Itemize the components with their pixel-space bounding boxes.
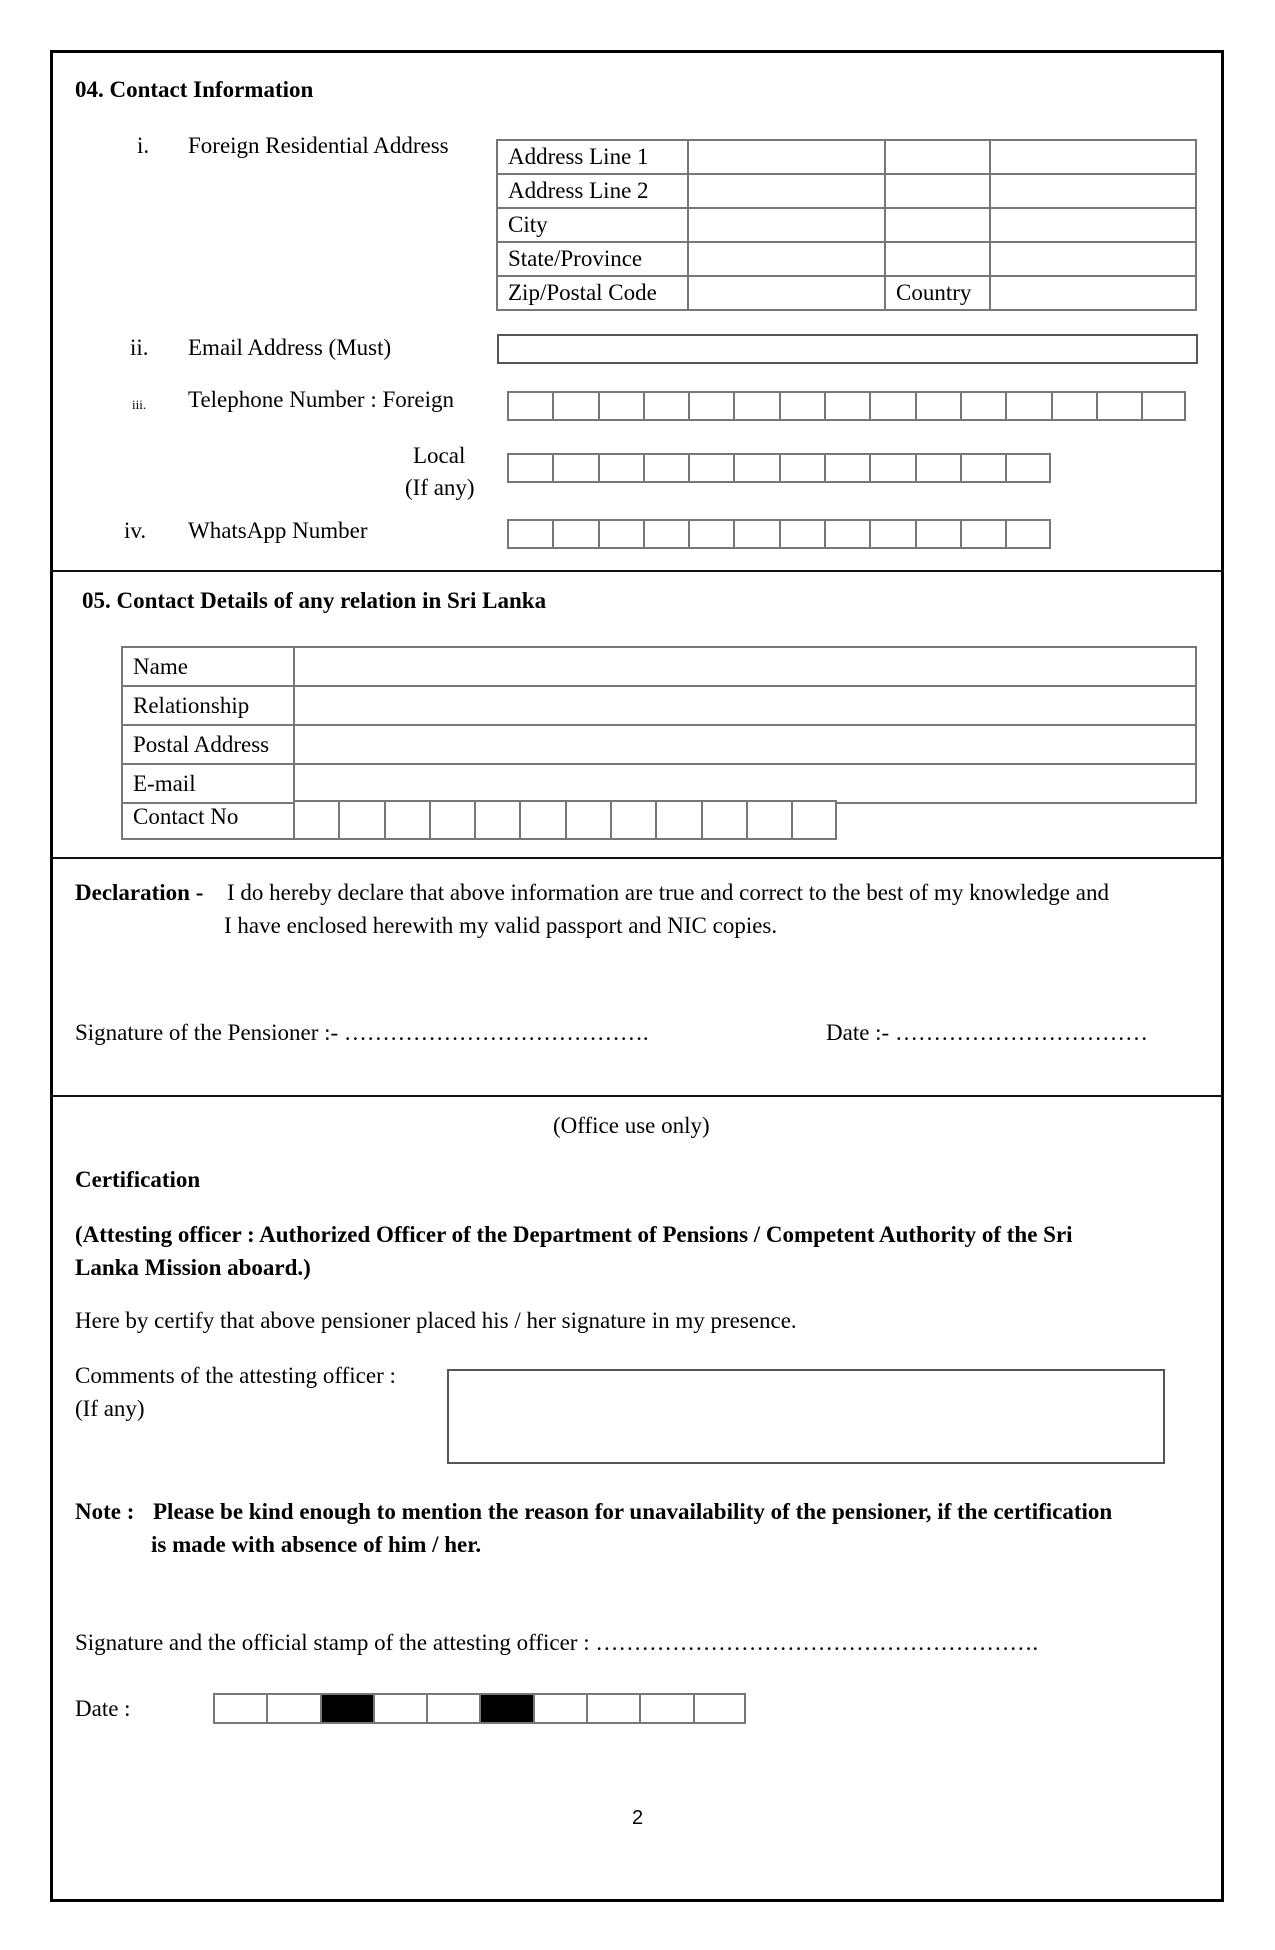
relation-name-field[interactable] (294, 647, 1196, 686)
digit-box[interactable] (779, 391, 824, 421)
digit-box[interactable] (693, 1693, 746, 1724)
comments-field[interactable] (447, 1369, 1165, 1464)
city-field[interactable] (688, 208, 885, 242)
digit-box[interactable] (688, 519, 733, 549)
digit-box[interactable] (507, 391, 552, 421)
note-line-1: Please be kind enough to mention the reason for unavailability of the pensioner, if the certification (153, 1499, 1113, 1524)
section-05-title: 05. Contact Details of any relation in Sri Lanka (82, 588, 547, 613)
relation-postal-address-field[interactable] (294, 725, 1196, 764)
digit-box[interactable] (1005, 453, 1050, 483)
digit-box[interactable] (688, 453, 733, 483)
digit-box[interactable] (1051, 391, 1096, 421)
digit-box[interactable] (869, 453, 914, 483)
address-line-1-field-3[interactable] (990, 140, 1196, 174)
digit-box[interactable] (960, 391, 1005, 421)
note-label: Note : (75, 1499, 135, 1524)
city-field-2[interactable] (885, 208, 990, 242)
relation-name-label: Name (122, 647, 294, 686)
whatsapp-number-boxes[interactable] (507, 519, 1051, 549)
section-divider (50, 1095, 1224, 1097)
office-use-header: (Office use only) (553, 1113, 710, 1138)
relation-contact-no-boxes[interactable] (293, 800, 837, 840)
state-field[interactable] (688, 242, 885, 276)
digit-box[interactable] (598, 453, 643, 483)
digit-box[interactable] (266, 1693, 319, 1724)
digit-box[interactable] (688, 391, 733, 421)
digit-box[interactable] (552, 453, 597, 483)
digit-box[interactable] (338, 800, 383, 840)
relation-email-label: E-mail (122, 764, 294, 803)
digit-box[interactable] (733, 453, 778, 483)
section-divider (50, 857, 1224, 859)
zip-field[interactable] (688, 276, 885, 310)
digit-box[interactable] (213, 1693, 266, 1724)
foreign-address-label: Foreign Residential Address (188, 133, 449, 158)
officer-signature-line[interactable]: Signature and the official stamp of the attesting officer : …………………………………………………. (75, 1630, 1039, 1655)
address-line-1-label: Address Line 1 (497, 140, 688, 174)
comments-if-any-label: (If any) (75, 1396, 145, 1421)
address-line-2-field-2[interactable] (885, 174, 990, 208)
digit-box[interactable] (1141, 391, 1186, 421)
office-date-boxes[interactable] (213, 1693, 746, 1724)
digit-box[interactable] (791, 800, 836, 840)
digit-box[interactable] (1005, 391, 1050, 421)
digit-box[interactable] (779, 519, 824, 549)
digit-box[interactable] (869, 519, 914, 549)
digit-box[interactable] (586, 1693, 639, 1724)
digit-box[interactable] (610, 800, 655, 840)
item-iv-number: iv. (124, 518, 147, 543)
digit-box[interactable] (507, 519, 552, 549)
digit-box[interactable] (598, 519, 643, 549)
declaration-label: Declaration - (75, 880, 204, 905)
digit-box[interactable] (824, 453, 869, 483)
country-label: Country (885, 276, 990, 310)
digit-box[interactable] (384, 800, 429, 840)
local-phone-boxes[interactable] (507, 453, 1051, 483)
relation-relationship-label: Relationship (122, 686, 294, 725)
digit-box[interactable] (824, 391, 869, 421)
address-line-2-label: Address Line 2 (497, 174, 688, 208)
digit-box[interactable] (507, 453, 552, 483)
country-field[interactable] (990, 276, 1196, 310)
pensioner-date-line[interactable]: Date :- …………………………… (826, 1020, 1148, 1045)
email-label: Email Address (Must) (188, 335, 392, 360)
comments-label: Comments of the attesting officer : (75, 1363, 396, 1388)
pensioner-signature-line[interactable]: Signature of the Pensioner :- …………………………………. (75, 1020, 649, 1045)
item-iii-number: iii. (132, 397, 147, 412)
digit-box[interactable] (701, 800, 746, 840)
digit-box[interactable] (426, 1693, 479, 1724)
local-if-any-label: (If any) (405, 475, 475, 500)
digit-box[interactable] (915, 519, 960, 549)
digit-box[interactable] (519, 800, 564, 840)
address-line-1-field-2[interactable] (885, 140, 990, 174)
note-line-2: is made with absence of him / her. (151, 1532, 482, 1557)
city-label: City (497, 208, 688, 242)
digit-box[interactable] (960, 519, 1005, 549)
item-i-number: i. (137, 133, 150, 158)
state-field-2[interactable] (885, 242, 990, 276)
page-frame (50, 50, 1224, 1902)
telephone-foreign-label: Telephone Number : Foreign (188, 387, 455, 412)
office-date-label: Date : (75, 1696, 131, 1721)
digit-box[interactable] (598, 391, 643, 421)
digit-box[interactable] (429, 800, 474, 840)
digit-box[interactable] (474, 800, 519, 840)
digit-box[interactable] (1096, 391, 1141, 421)
relation-relationship-field[interactable] (294, 686, 1196, 725)
state-field-3[interactable] (990, 242, 1196, 276)
certify-statement: Here by certify that above pensioner placed his / her signature in my presence. (75, 1308, 797, 1333)
digit-box[interactable] (779, 453, 824, 483)
declaration-line-2: I have enclosed herewith my valid passport and NIC copies. (224, 913, 778, 938)
digit-box[interactable] (1005, 519, 1050, 549)
digit-box[interactable] (746, 800, 791, 840)
address-line-1-field[interactable] (688, 140, 885, 174)
digit-box[interactable] (869, 391, 914, 421)
page-number: 2 (632, 1807, 644, 1829)
attesting-officer-line-2: Lanka Mission aboard.) (75, 1255, 311, 1280)
address-line-2-field-3[interactable] (990, 174, 1196, 208)
digit-box[interactable] (293, 800, 338, 840)
digit-box[interactable] (565, 800, 610, 840)
relation-postal-address-label: Postal Address (122, 725, 294, 764)
whatsapp-label: WhatsApp Number (188, 518, 368, 543)
digit-box[interactable] (824, 519, 869, 549)
relation-email-field[interactable] (294, 764, 1196, 803)
digit-box[interactable] (533, 1693, 586, 1724)
foreign-address-table (496, 139, 1197, 311)
digit-box (479, 1693, 532, 1724)
local-label: Local (413, 443, 466, 468)
digit-box[interactable] (643, 453, 688, 483)
address-line-2-field[interactable] (688, 174, 885, 208)
digit-box[interactable] (552, 391, 597, 421)
digit-box[interactable] (733, 391, 778, 421)
relation-contact-table (121, 646, 1197, 804)
digit-box[interactable] (915, 391, 960, 421)
section-divider (50, 570, 1224, 572)
declaration-line-1: I do hereby declare that above information are true and correct to the best of my knowledge and (227, 880, 1109, 905)
digit-box[interactable] (643, 391, 688, 421)
item-ii-number: ii. (130, 335, 149, 360)
digit-box (320, 1693, 373, 1724)
digit-box[interactable] (915, 453, 960, 483)
digit-box[interactable] (960, 453, 1005, 483)
email-field[interactable] (497, 334, 1198, 364)
city-field-3[interactable] (990, 208, 1196, 242)
attesting-officer-line-1: (Attesting officer : Authorized Officer of the Department of Pensions / Competent Authority of the Sri (75, 1222, 1073, 1247)
digit-box[interactable] (639, 1693, 692, 1724)
digit-box[interactable] (655, 800, 700, 840)
relation-contact-no-label: Contact No (121, 800, 295, 840)
digit-box[interactable] (373, 1693, 426, 1724)
foreign-phone-boxes[interactable] (507, 391, 1186, 421)
digit-box[interactable] (733, 519, 778, 549)
digit-box[interactable] (552, 519, 597, 549)
zip-label: Zip/Postal Code (497, 276, 688, 310)
state-label: State/Province (497, 242, 688, 276)
section-04-title: 04. Contact Information (75, 77, 314, 102)
certification-title: Certification (75, 1167, 201, 1192)
digit-box[interactable] (643, 519, 688, 549)
